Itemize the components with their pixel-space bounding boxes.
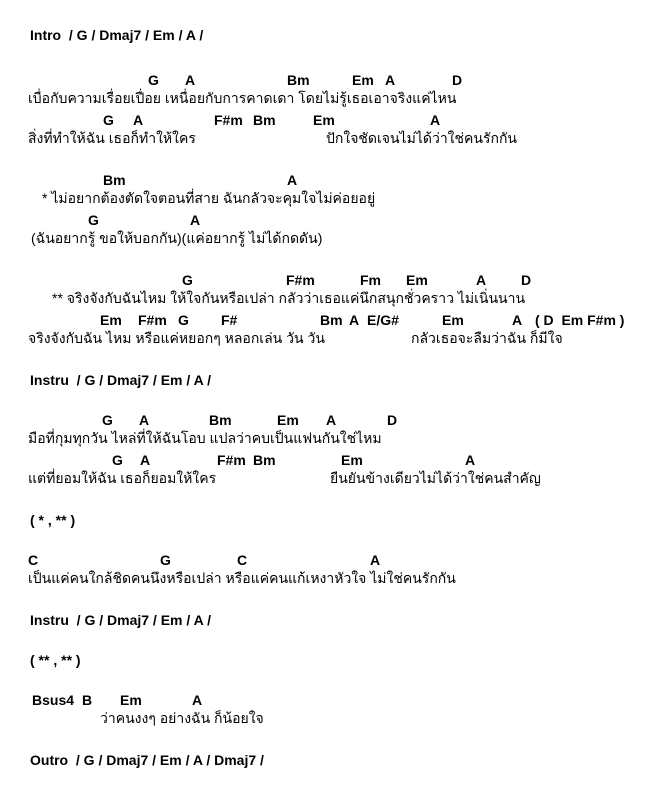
lyric-text: * ไม่อยากต้องตัดใจตอนที่สาย ฉันกลัวจะคุมใจไม่ค่อยอยู่ — [42, 190, 376, 206]
chord-line — [0, 111, 670, 131]
chord-token: Bm — [103, 172, 126, 188]
lyric-line — [0, 89, 670, 109]
chord-token: G — [102, 412, 113, 428]
chord-token: A — [287, 172, 298, 188]
section-label: Intro / G / Dmaj7 / Em / A / — [30, 27, 204, 43]
chord-token: A — [133, 112, 144, 128]
section-label-line — [0, 26, 670, 46]
chord-token: G — [182, 272, 193, 288]
chord-token: D — [387, 412, 398, 428]
chord-token: A — [385, 72, 396, 88]
chord-token: F#m — [138, 312, 167, 328]
chord-token: B — [82, 692, 93, 708]
lyric-line — [0, 189, 670, 209]
chord-token: G — [160, 552, 171, 568]
chord-token: A — [512, 312, 523, 328]
chord-token: ( D Em F#m ) — [535, 312, 625, 328]
chord-line — [0, 691, 670, 711]
chord-token: A — [190, 212, 201, 228]
chord-token: G — [148, 72, 159, 88]
section-label: ( * , ** ) — [30, 512, 76, 528]
chord-token: G — [112, 452, 123, 468]
section-label: Instru / G / Dmaj7 / Em / A / — [30, 612, 212, 628]
lyric-line — [0, 469, 670, 489]
chord-token: Em — [100, 312, 122, 328]
lyric-line — [0, 329, 670, 349]
lyric-line — [0, 569, 670, 589]
chord-token: A — [465, 452, 476, 468]
lyric-text: ยืนยันข้างเดียวไม่ได้ว่าใช่คนสำคัญ — [330, 470, 541, 486]
lyric-text: กลัวเธอจะลืมว่าฉัน ก็มีใจ — [411, 330, 563, 346]
chord-token: Bm — [253, 452, 276, 468]
chord-token: D — [452, 72, 463, 88]
chord-token: G — [103, 112, 114, 128]
chord-token: C — [28, 552, 39, 568]
lyric-line — [0, 709, 670, 729]
chord-token: Em — [313, 112, 335, 128]
section-label: Instru / G / Dmaj7 / Em / A / — [30, 372, 212, 388]
chord-token: A — [430, 112, 441, 128]
section-label-line — [0, 371, 670, 391]
chord-token: F#m — [214, 112, 243, 128]
chord-token: A — [476, 272, 487, 288]
chord-line — [0, 451, 670, 471]
chord-token: F#m — [217, 452, 246, 468]
lyric-line — [0, 229, 670, 249]
lyric-text: เป็นแค่คนใกล้ชิดคนนึงหรือเปล่า หรือแค่คนแก้เหงาหัวใจ ไม่ใช่คนรักกัน — [28, 570, 456, 586]
lyric-line — [0, 289, 670, 309]
chord-token: Bm — [253, 112, 276, 128]
chord-token: Em — [442, 312, 464, 328]
lyric-line — [0, 129, 670, 149]
chord-token: Bm — [320, 312, 343, 328]
chord-token: A — [140, 452, 151, 468]
lyric-text: เบื่อกับความเรื่อยเปื่อย เหนื่อยกับการคาดเดา โดยไม่รู้เธอเอาจริงแค่ไหน — [28, 90, 457, 106]
chord-token: Fm — [360, 272, 381, 288]
lyric-text: ว่าคนงงๆ อย่างฉัน ก็น้อยใจ — [100, 710, 264, 726]
lyric-text: ปักใจชัดเจนไม่ได้ว่าใช่คนรักกัน — [326, 130, 517, 146]
chord-token: A — [349, 312, 360, 328]
chord-token: Bsus4 — [32, 692, 75, 708]
chord-token: Em — [352, 72, 374, 88]
section-label: Outro / G / Dmaj7 / Em / A / Dmaj7 / — [30, 752, 264, 768]
chord-token: A — [139, 412, 150, 428]
chord-token: Em — [406, 272, 428, 288]
chord-line — [0, 211, 670, 231]
chord-token: Em — [341, 452, 363, 468]
chord-token: F# — [221, 312, 238, 328]
section-label-line — [0, 651, 670, 671]
chord-token: A — [370, 552, 381, 568]
chord-line — [0, 551, 670, 571]
chord-line — [0, 271, 670, 291]
chord-line — [0, 71, 670, 91]
lyric-line — [0, 429, 670, 449]
chord-token: E/G# — [367, 312, 399, 328]
chord-line — [0, 311, 670, 331]
chord-line — [0, 171, 670, 191]
section-label-line — [0, 611, 670, 631]
chord-token: G — [178, 312, 189, 328]
chord-token: A — [185, 72, 196, 88]
chord-token: Bm — [209, 412, 232, 428]
lyric-text: จริงจังกับฉัน ไหม หรือแค่หยอกๆ หลอกเล่น วัน วัน — [28, 330, 325, 346]
chord-line — [0, 411, 670, 431]
section-label-line — [0, 751, 670, 771]
lyric-text: (ฉันอยากรู้ ขอให้บอกกัน)(แค่อยากรู้ ไม่ได้กดดัน) — [31, 230, 323, 246]
chord-token: Em — [120, 692, 142, 708]
chord-token: F#m — [286, 272, 315, 288]
section-label: ( ** , ** ) — [30, 652, 81, 668]
lyric-text: แต่ที่ยอมให้ฉัน เธอก็ยอมให้ใคร — [28, 470, 217, 486]
section-label-line — [0, 511, 670, 531]
chord-token: Bm — [287, 72, 310, 88]
chord-token: Em — [277, 412, 299, 428]
lyric-text: สิ่งที่ทำให้ฉัน เธอก็ทำให้ใคร — [28, 130, 196, 146]
chord-token: C — [237, 552, 248, 568]
chord-token: D — [521, 272, 532, 288]
lyric-text: มือที่กุมทุกวัน ไหล่ที่ให้ฉันโอบ แปลว่าคบเป็นแฟนกันใช่ไหม — [28, 430, 382, 446]
chord-token: G — [88, 212, 99, 228]
chord-token: A — [326, 412, 337, 428]
lyric-text: ** จริงจังกับฉันไหม ให้ใจกันหรือเปล่า กลัวว่าเธอแค่นึกสนุกชั่วคราว ไม่เนิ่นนาน — [52, 290, 526, 306]
chord-token: A — [192, 692, 203, 708]
